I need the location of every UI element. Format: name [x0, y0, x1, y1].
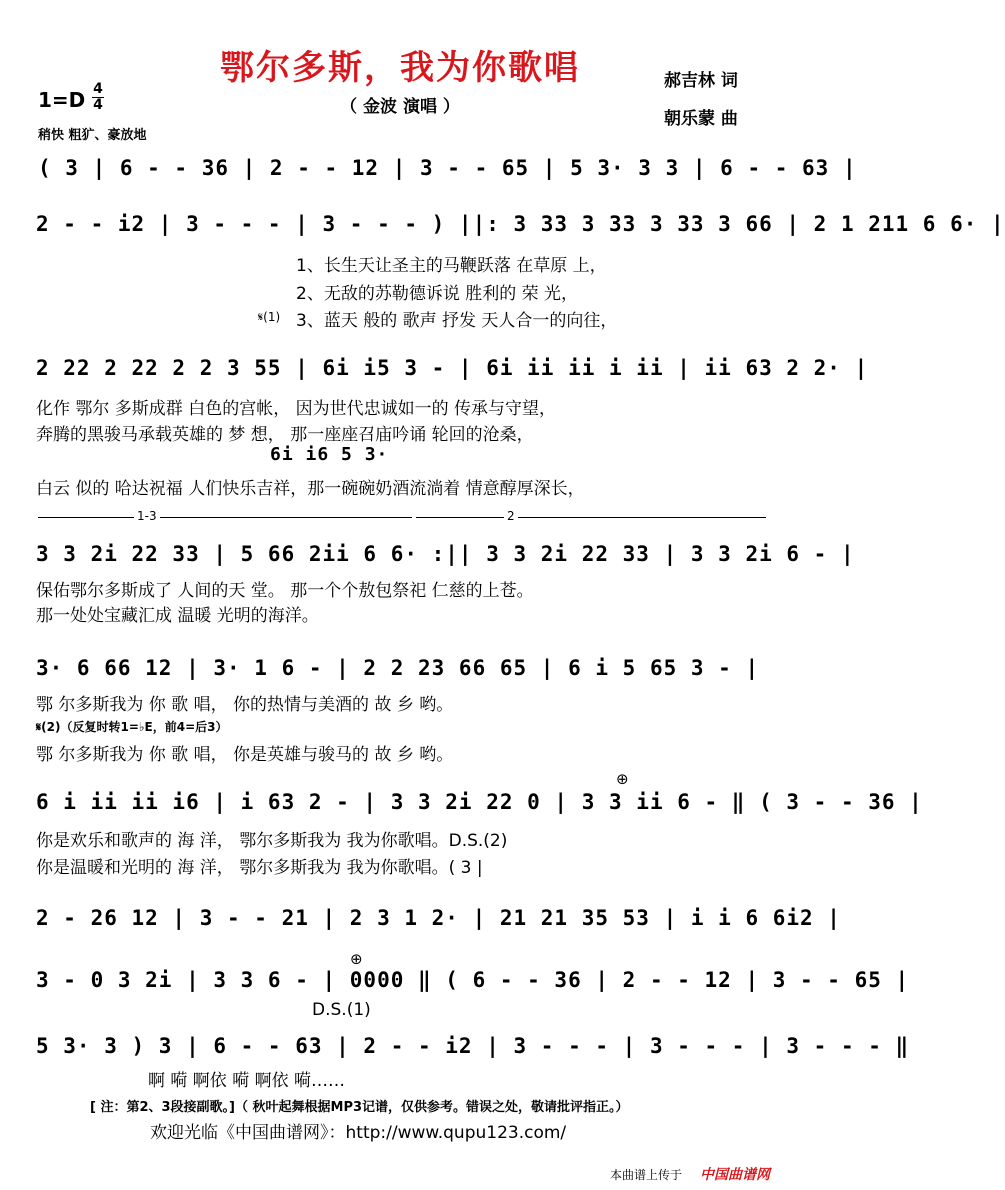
lyric-row-5-verse-1: 鄂 尔多斯我为 你 歌 唱， 你的热情与美酒的 故 乡 哟。 [36, 695, 454, 715]
score-row-5: 3· 6 66 12 | 3· 1 6 - | 2 2 23 66 65 | 6 i 5 65 3 - | [36, 656, 760, 680]
segno-1: 𝄋(1) [258, 310, 281, 324]
lyricist-credit: 郝吉林 词 [664, 71, 738, 91]
volta-2-bracket [416, 517, 766, 518]
ds-1-marking: D.S.(1) [312, 1000, 371, 1020]
score-row-6: 6 i ii ii i6 | i 63 2 - | 3 3 2i 22 0 | 3 3 ii 6 - ‖ ( 3 - - 36 | [36, 790, 923, 814]
volta-1-label: 1-3 [134, 509, 160, 523]
site-logo: 中国曲谱网 [700, 1167, 770, 1183]
lyric-row-5-verse-2: 鄂 尔多斯我为 你 歌 唱， 你是英雄与骏马的 故 乡 哟。 [36, 745, 454, 765]
score-row-3: 2 22 2 22 2 2 3 55 | 6i i5 3 - | 6i ii ii i ii | ii 63 2 2· | [36, 356, 869, 380]
volta-1-bracket [38, 517, 412, 518]
volta-2-label: 2 [504, 509, 518, 523]
key-signature: 1=D [38, 88, 86, 112]
footer-welcome[interactable]: 欢迎光临《中国曲谱网》：http://www.qupu123.com/ [150, 1123, 567, 1143]
lyric-row-3-verse-2: 奔腾的黑骏马承载英雄的 梦 想， 那一座座召庙吟诵 轮回的沧桑， [36, 425, 534, 445]
lyric-row-2-verse-1: 1、长生天让圣主的马鞭跃落 在草原 上， [296, 256, 607, 276]
score-row-4: 3 3 2i 22 33 | 5 66 2ii 6 6· :|| 3 3 2i 22 33 | 3 3 2i 6 - | [36, 542, 855, 566]
lyric-row-3-verse-3: 白云 似的 哈达祝福 人们快乐吉祥，那一碗碗奶酒流淌着 情意醇厚深长， [36, 479, 585, 499]
tempo-marking: 稍快 粗犷、豪放地 [38, 128, 147, 143]
score-row-3-alt-notes: 6i i6 5 3· [270, 444, 389, 465]
performer-subtitle: （ 金波 演唱 ） [340, 97, 460, 117]
coda-icon-2: ⊕ [350, 950, 363, 968]
segno-2-instruction: 𝄋(2)（反复时转1=♭E，前4=后3） [36, 720, 228, 734]
score-row-2: 2 - - i2 | 3 - - - | 3 - - - ) ||: 3 33 3 33 3 33 3 66 | 2 1 211 6 6· | [36, 212, 1005, 236]
score-row-7: 2 - 26 12 | 3 - - 21 | 2 3 1 2· | 21 21 35 53 | i i 6 6i2 | [36, 906, 841, 930]
page-title: 鄂尔多斯，我为你歌唱 [220, 48, 580, 88]
coda-icon: ⊕ [616, 770, 629, 788]
time-signature: 4 4 [93, 81, 103, 113]
score-row-9: 5 3· 3 ) 3 | 6 - - 63 | 2 - - i2 | 3 - - - | 3 - - - | 3 - - - ‖ [36, 1034, 910, 1058]
upload-label: 本曲谱上传于 [610, 1168, 683, 1182]
lyric-row-6-verse-1: 你是欢乐和歌声的 海 洋， 鄂尔多斯我为 我为你歌唱。D.S.(2) [36, 831, 508, 851]
score-row-1: ( 3 | 6 - - 36 | 2 - - 12 | 3 - - 65 | 5 3· 3 3 | 6 - - 63 | [38, 156, 857, 180]
lyric-row-3-verse-1: 化作 鄂尔 多斯成群 白色的宫帐， 因为世代忠诚如一的 传承与守望， [36, 399, 557, 419]
lyric-row-2-verse-3: 3、蓝天 般的 歌声 抒发 天人合一的向往， [296, 311, 618, 331]
lyric-row-4-verse-2: 那一处处宝藏汇成 温暖 光明的海洋。 [36, 606, 319, 626]
footer-note: [ 注：第2、3段接副歌。]（ 秋叶起舞根据MP3记谱，仅供参考。错误之处，敬请批评指正。） [90, 1100, 629, 1115]
composer-credit: 朝乐蒙 曲 [664, 109, 738, 129]
lyric-row-4-verse-1: 保佑鄂尔多斯成了 人间的天 堂。 那一个个敖包祭祀 仁慈的上苍。 [36, 581, 534, 601]
lyric-row-2-verse-2: 2、无敌的苏勒德诉说 胜利的 荣 光， [296, 284, 579, 304]
score-row-8: 3 - 0 3 2i | 3 3 6 - | 0000 ‖ ( 6 - - 36 | 2 - - 12 | 3 - - 65 | [36, 968, 910, 992]
lyric-row-6-verse-2: 你是温暖和光明的 海 洋， 鄂尔多斯我为 我为你歌唱。( 3 | [36, 858, 483, 878]
lyric-row-9: 啊 嗬 啊依 嗬 啊依 嗬…… [148, 1071, 346, 1091]
